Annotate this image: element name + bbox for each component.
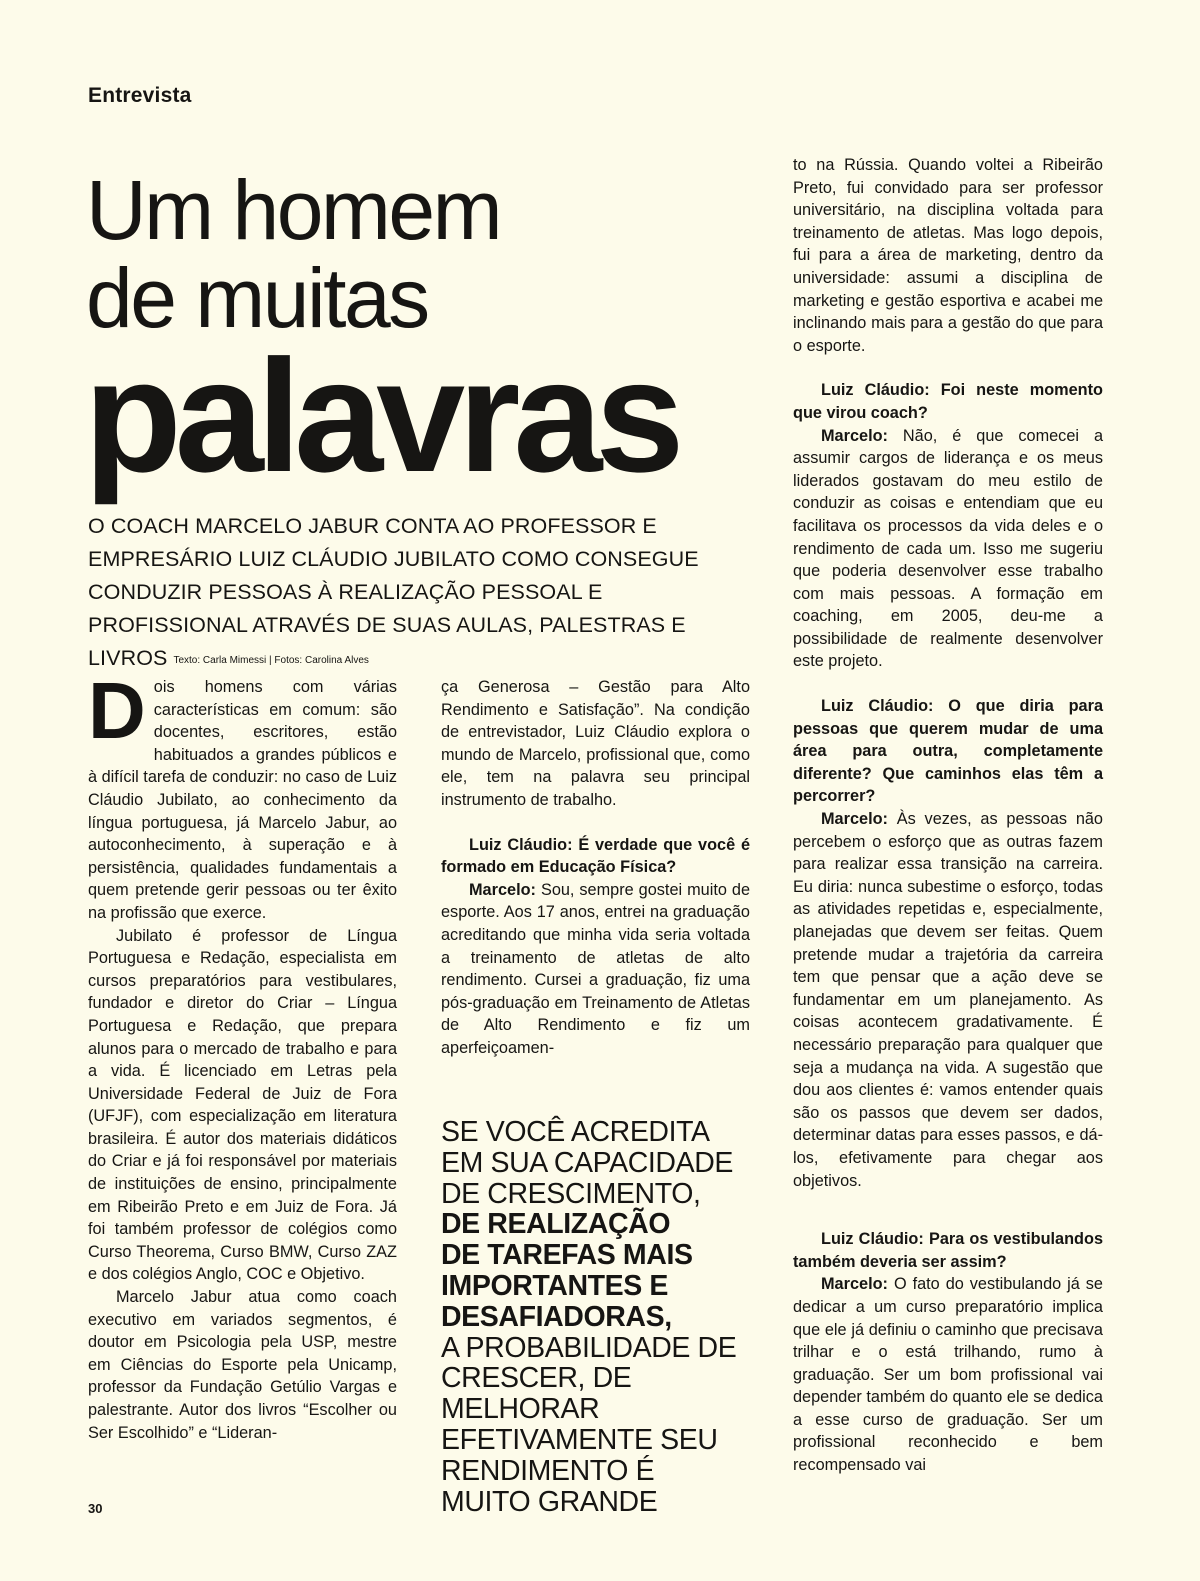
intro-text: ois homens com várias características em comum: são docentes, escritores, estão habituados a grandes públicos e à difícil tarefa de conduzir: no caso de Luiz Cláudio Jubilato, ao conhecimento da língua portuguesa, já Marcelo Jabur, ao autoconhecimento, à superação e à persistência, qualidades fundamentais a quem pretende gerir pessoas ou ter êxito na profissão que exerce. xyxy=(88,678,397,922)
pull-quote-line: EM SUA CAPACIDADE xyxy=(441,1146,733,1179)
standfirst xyxy=(88,510,728,677)
pull-quote-line-bold: DE TAREFAS MAIS xyxy=(441,1239,693,1272)
page-number: 30 xyxy=(88,1501,103,1516)
pull-quote-line: CRESCER, DE MELHORAR xyxy=(441,1362,632,1426)
interviewer-label: Luiz Cláudio: xyxy=(821,697,934,716)
drop-cap: D xyxy=(88,666,146,755)
article-column-2 xyxy=(441,676,750,1060)
question xyxy=(793,379,1103,424)
answer-text: Às vezes, as pessoas não percebem o esforço que as outras fazem para realizar essa transição na carreira. Eu diria: nunca subestime o esforço, todas as atividades repetidas e, especialmente, planejadas que devem ser feitas. Quem pretende mudar a trajetória da carreira tem que pensar que a ação deve se fundamentar em um planejamento. As coisas acontecem gradativamente. É necessário preparação para qualquer que seja a mudança na vida. A sugestão que dou aos clientes é: vamos entender quais são os passos que devem ser dados, determinar datas para esses passos, e dá-los, efetivamente para chegar aos objetivos. xyxy=(793,810,1103,1190)
standfirst-text: O COACH MARCELO JABUR CONTA AO PROFESSOR E EMPRESÁRIO LUIZ CLÁUDIO JUBILATO COMO CONSEGUE CONDUZIR PESSOAS À REALIZAÇÃO PESSOAL E PROFISSIONAL ATRAVÉS DE SUAS AULAS, PALESTRAS E LIVROS xyxy=(88,514,699,670)
intro-paragraph xyxy=(88,666,397,925)
interviewee-label: Marcelo: xyxy=(821,426,888,445)
answer xyxy=(793,425,1103,674)
headline-line-3: palavras xyxy=(84,326,678,505)
pull-quote-line: RENDIMENTO É xyxy=(441,1454,655,1487)
question xyxy=(793,695,1103,808)
answer-text: O fato do vestibulando já se dedicar a um curso preparatório implica que ele já definiu o caminho que precisava trilhar e o está trilhando, rumo à graduação. Ser um bom profissional vai depender também do quanto ele se dedica a esse curso de graduação. Ser um profissional reconhecido e bem recompensado vai xyxy=(793,1275,1103,1475)
pull-quote-line: SE VOCÊ ACREDITA xyxy=(441,1116,710,1148)
bio-paragraph-continuation: ça Generosa – Gestão para Alto Rendimento e Satisfação”. Na condição de entrevistador, Luiz Cláudio explora o mundo de Marcelo, profissional que, como ele, tem na palavra seu principal instrumento de trabalho. xyxy=(441,678,750,809)
pull-quote-line-bold: IMPORTANTES E xyxy=(441,1269,669,1302)
bio-paragraph-jubilato: Jubilato é professor de Língua Portuguesa e Redação, especialista em cursos preparatórios para vestibulares, fundador e diretor do Criar – Língua Portuguesa e Redação, que prepara alunos para o mercado de trabalho e para a vida. É licenciado em Letras pela Universidade Federal de Juiz de Fora (UFJF), com especialização em literatura brasileira. É autor dos materiais didáticos do Criar e já foi responsável por materiais de instituições de ensino, principalmente em Ribeirão Preto e em Juiz de Fora. Já foi também professor de colégios como Curso Theorema, Curso BMW, Curso ZAZ e dos colégios Anglo, COC e Objetivo. xyxy=(88,926,397,1284)
question xyxy=(793,1228,1103,1273)
question-text: Para os vestibulandos também deveria ser assim? xyxy=(793,1230,1103,1271)
bio-paragraph-jabur: Marcelo Jabur atua como coach executivo em variados segmentos, é doutor em Psicologia pela USP, mestre em Ciências do Esporte pela Unicamp, professor da Fundação Getúlio Vargas e palestrante. Autor dos livros “Escolher ou Ser Escolhido” e “Lideran- xyxy=(88,1288,397,1442)
article-column-1 xyxy=(88,666,397,1444)
question-text: O que diria para pessoas que querem mudar de uma área para outra, completamente diferente? Que caminhos elas têm a percorrer? xyxy=(793,697,1103,806)
interviewee-label: Marcelo: xyxy=(821,1275,888,1294)
question xyxy=(441,834,750,879)
interviewer-label: Luiz Cláudio: xyxy=(469,835,573,854)
question-text: Foi neste momento que virou coach? xyxy=(793,381,1103,422)
pull-quote-line-bold: DESAFIADORAS, xyxy=(441,1300,672,1333)
answer-text: Não, é que comecei a assumir cargos de liderança e os meus liderados gostavam do meu estilo de conduzir as coisas e entendiam que eu facilitava os processos da vida deles e o rendimento de cada um. Isso me sugeriu que poderia desenvolver esse trabalho com mais pessoas. A formação em coaching, em 2005, deu-me a possibilidade de realmente desenvolver este projeto. xyxy=(793,426,1103,671)
headline-line-1: Um homem xyxy=(86,163,501,257)
pull-quote xyxy=(441,1117,761,1517)
answer xyxy=(793,808,1103,1192)
section-label: Entrevista xyxy=(88,84,192,107)
answer xyxy=(441,879,750,1060)
interviewer-label: Luiz Cláudio: xyxy=(821,1230,924,1249)
pull-quote-line-bold: DE REALIZAÇÃO xyxy=(441,1208,671,1241)
headline-line-2: de muitas xyxy=(86,251,428,345)
question-text: É verdade que você é formado em Educação Física? xyxy=(441,835,751,877)
interviewee-label: Marcelo: xyxy=(469,880,536,899)
interviewee-label: Marcelo: xyxy=(821,810,888,829)
pull-quote-line: DE CRESCIMENTO, xyxy=(441,1177,701,1210)
pull-quote-line: EFETIVAMENTE SEU xyxy=(441,1423,718,1456)
answer xyxy=(793,1273,1103,1476)
interviewer-label: Luiz Cláudio: xyxy=(821,381,930,400)
answer-text: Sou, sempre gostei muito de esporte. Aos 17 anos, entrei na graduação acreditando que minha vida seria voltada a treinamento de atletas de alto rendimento. Cursei a graduação, fiz uma pós-graduação em Treinamento de Atletas de Alto Rendimento e fiz um aperfeiçoamen- xyxy=(441,880,750,1057)
photo-text-credit: Texto: Carla Mimessi | Fotos: Carolina Alves xyxy=(173,655,369,666)
article-column-3 xyxy=(793,154,1103,1477)
pull-quote-line: A PROBABILIDADE DE xyxy=(441,1331,737,1364)
answer-continuation: to na Rússia. Quando voltei a Ribeirão Preto, fui convidado para ser professor universitário, na disciplina voltada para treinamento de atletas. Mas logo depois, fui para a área de marketing, dentro da universidade: assumi a disciplina de marketing e gestão esportiva e acabei me inclinando mais para a gestão do que para o esporte. xyxy=(793,156,1103,355)
pull-quote-line: MUITO GRANDE xyxy=(441,1485,658,1518)
